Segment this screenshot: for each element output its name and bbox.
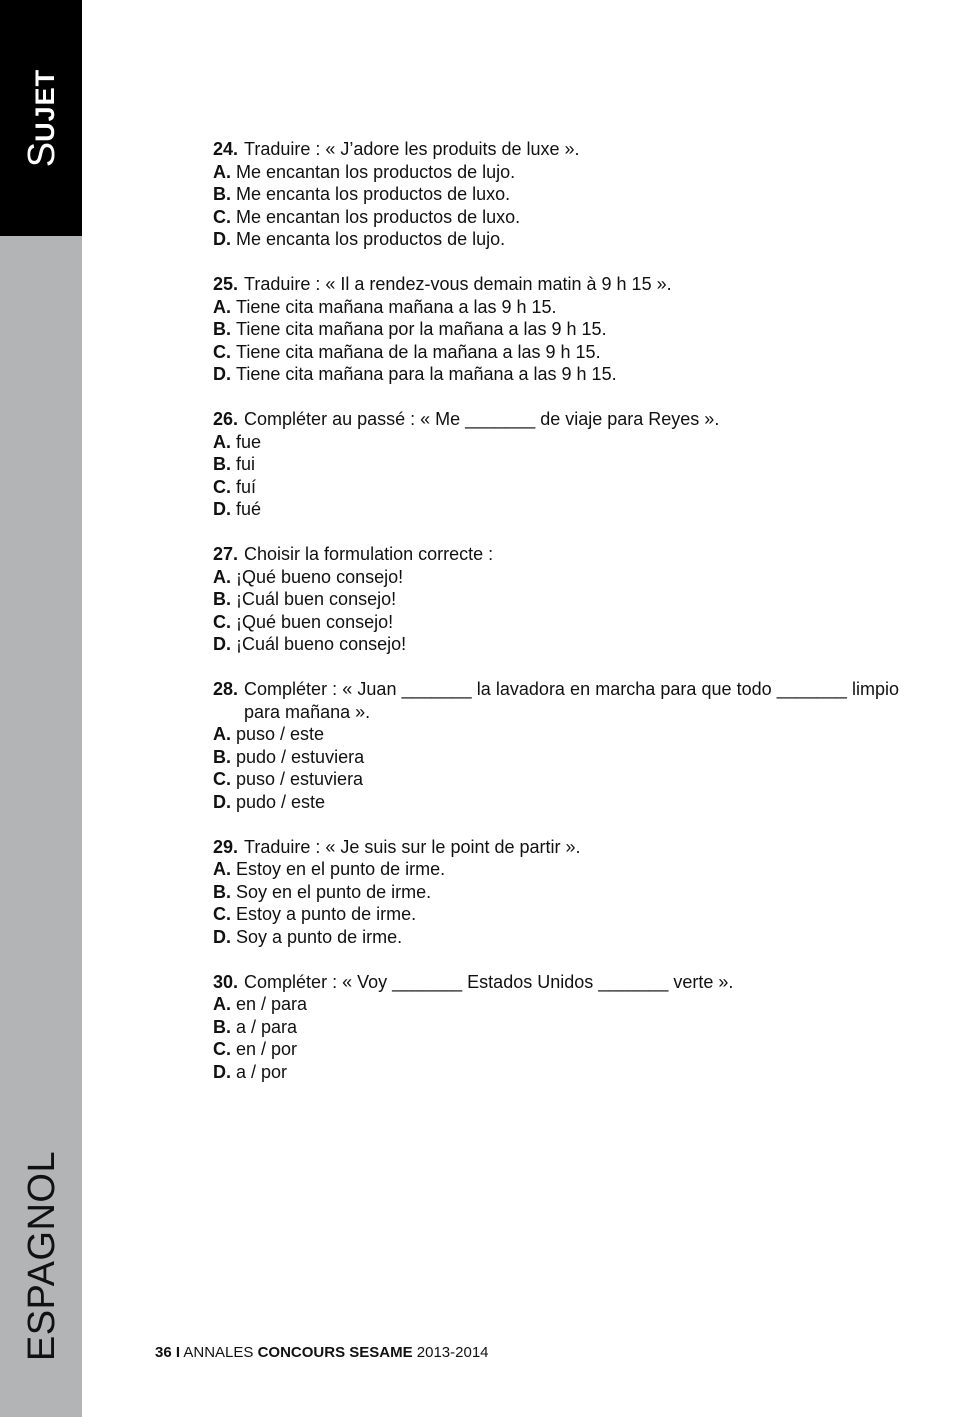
section-label-rest: UJET: [30, 68, 60, 142]
option-letter: D.: [213, 499, 231, 519]
question-27: [213, 543, 899, 656]
option-text: Tiene cita mañana de la mañana a las 9 h 15.: [236, 341, 601, 362]
option-letter: C.: [213, 904, 231, 924]
answer-option: [213, 588, 899, 611]
option-letter: A.: [213, 994, 231, 1014]
answer-option: [213, 858, 899, 881]
answer-option: [213, 296, 899, 319]
option-letter: C.: [213, 206, 231, 227]
sidebar: [0, 0, 82, 1417]
option-letter: D.: [213, 791, 231, 812]
question-28: [213, 678, 899, 813]
question-26: [213, 408, 899, 521]
option-letter: A.: [213, 566, 231, 587]
answer-option: [213, 318, 899, 341]
question-prompt: [213, 138, 899, 161]
answer-option: [213, 791, 899, 814]
answer-option: [213, 1038, 899, 1061]
question-number: 30.: [213, 971, 239, 992]
option-text: fué: [236, 499, 262, 519]
option-text: pudo / estuviera: [236, 746, 365, 767]
question-number: 26.: [213, 409, 239, 429]
answer-option: [213, 723, 899, 746]
option-text: Me encanta los productos de luxo.: [236, 184, 511, 204]
question-text: Compléter : « Juan _______ la lavadora en marcha para que todo _______ limpio para mañana ».: [244, 679, 899, 722]
answer-option: [213, 881, 899, 904]
answer-option: [213, 498, 899, 521]
subject-label: ESPAGNOL: [21, 1150, 63, 1362]
question-number: 25.: [213, 274, 239, 294]
option-text: Me encantan los productos de lujo.: [236, 161, 516, 182]
option-letter: D.: [213, 229, 231, 249]
option-text: ¡Cuál bueno consejo!: [236, 634, 407, 654]
option-text: fui: [236, 454, 256, 474]
footer-years: 2013-2014: [416, 1344, 489, 1361]
answer-option: [213, 768, 899, 791]
option-letter: B.: [213, 184, 231, 204]
option-letter: B.: [213, 319, 231, 339]
question-prompt: [213, 273, 899, 296]
answer-option: [213, 206, 899, 229]
answer-option: [213, 993, 899, 1016]
answer-option: [213, 228, 899, 251]
question-text: Compléter : « Voy _______ Estados Unidos _______ verte ».: [244, 971, 734, 992]
option-text: Tiene cita mañana por la mañana a las 9 h 15.: [236, 319, 607, 339]
footer-annales: ANNALES: [183, 1344, 254, 1361]
option-text: ¡Qué bueno consejo!: [236, 566, 404, 587]
sidebar-header-block: [0, 0, 82, 236]
footer-separator: I: [175, 1344, 181, 1361]
option-letter: A.: [213, 859, 231, 879]
question-prompt: [213, 836, 899, 859]
option-letter: B.: [213, 881, 231, 902]
option-text: puso / este: [236, 724, 325, 744]
option-letter: D.: [213, 364, 231, 384]
question-list: [213, 138, 899, 1106]
option-letter: C.: [213, 1039, 231, 1059]
question-prompt: [213, 408, 899, 431]
option-text: a / para: [236, 1016, 298, 1037]
option-text: Me encanta los productos de lujo.: [236, 229, 506, 249]
question-24: [213, 138, 899, 251]
question-number: 28.: [213, 679, 239, 699]
option-letter: B.: [213, 454, 231, 474]
option-letter: C.: [213, 341, 231, 362]
section-label: [23, 69, 61, 167]
question-number: 29.: [213, 836, 239, 857]
option-letter: A.: [213, 431, 231, 452]
question-prompt: [213, 678, 899, 723]
option-letter: C.: [213, 476, 231, 497]
answer-option: [213, 903, 899, 926]
option-text: fue: [236, 431, 262, 452]
question-prompt: [213, 971, 899, 994]
answer-option: [213, 926, 899, 949]
answer-option: [213, 1061, 899, 1084]
question-text: Traduire : « Je suis sur le point de partir ».: [244, 836, 581, 857]
option-text: fuí: [236, 476, 257, 497]
option-text: Estoy en el punto de irme.: [236, 859, 446, 879]
page-number: 36: [155, 1344, 172, 1361]
option-text: Tiene cita mañana mañana a las 9 h 15.: [236, 296, 557, 317]
question-prompt: [213, 543, 899, 566]
answer-option: [213, 476, 899, 499]
option-letter: A.: [213, 724, 231, 744]
question-text: Traduire : « J’adore les produits de luxe ».: [244, 139, 580, 159]
question-text: Traduire : « Il a rendez-vous demain matin à 9 h 15 ».: [244, 274, 672, 294]
option-letter: A.: [213, 161, 231, 182]
question-25: [213, 273, 899, 386]
option-text: Me encantan los productos de luxo.: [236, 206, 521, 227]
option-text: en / para: [236, 994, 308, 1014]
question-text: Compléter au passé : « Me _______ de viaje para Reyes ».: [244, 409, 720, 429]
answer-option: [213, 363, 899, 386]
answer-option: [213, 633, 899, 656]
answer-option: [213, 453, 899, 476]
page-footer: [155, 1344, 489, 1361]
section-label-initial: S: [21, 141, 63, 168]
option-letter: B.: [213, 589, 231, 609]
option-text: Tiene cita mañana para la mañana a las 9 h 15.: [236, 364, 617, 384]
option-letter: D.: [213, 926, 231, 947]
option-letter: B.: [213, 746, 231, 767]
option-letter: D.: [213, 634, 231, 654]
option-text: a / por: [236, 1061, 288, 1082]
option-letter: C.: [213, 611, 231, 632]
option-text: Estoy a punto de irme.: [236, 904, 417, 924]
answer-option: [213, 746, 899, 769]
option-text: en / por: [236, 1039, 298, 1059]
option-letter: A.: [213, 296, 231, 317]
answer-option: [213, 431, 899, 454]
option-text: puso / estuviera: [236, 769, 364, 789]
question-29: [213, 836, 899, 949]
option-text: pudo / este: [236, 791, 326, 812]
answer-option: [213, 341, 899, 364]
answer-option: [213, 183, 899, 206]
footer-title: CONCOURS SESAME: [257, 1344, 413, 1361]
option-text: ¡Qué buen consejo!: [236, 611, 394, 632]
option-text: ¡Cuál buen consejo!: [236, 589, 397, 609]
option-text: Soy a punto de irme.: [236, 926, 403, 947]
question-number: 24.: [213, 139, 239, 159]
answer-option: [213, 566, 899, 589]
option-letter: C.: [213, 769, 231, 789]
option-text: Soy en el punto de irme.: [236, 881, 432, 902]
option-letter: B.: [213, 1016, 231, 1037]
option-letter: D.: [213, 1061, 231, 1082]
answer-option: [213, 161, 899, 184]
question-text: Choisir la formulation correcte :: [244, 544, 494, 564]
question-number: 27.: [213, 544, 239, 564]
answer-option: [213, 611, 899, 634]
answer-option: [213, 1016, 899, 1039]
question-30: [213, 971, 899, 1084]
